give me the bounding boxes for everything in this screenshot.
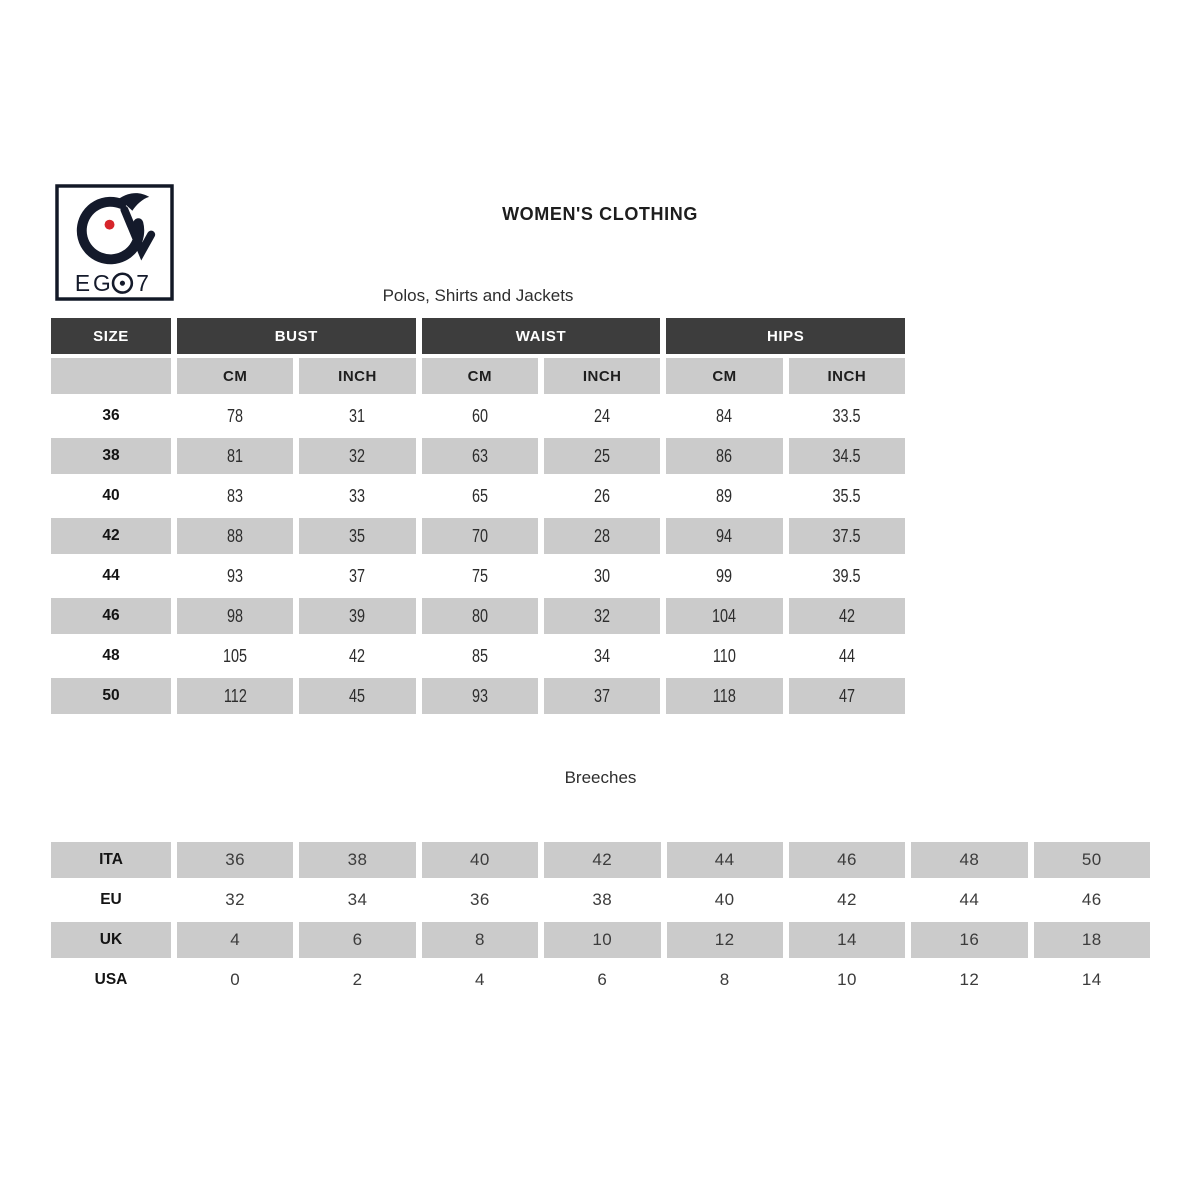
subheader-bust-inch: INCH: [299, 358, 415, 394]
cell-value: 94: [716, 525, 733, 546]
column-header-waist: WAIST: [422, 318, 661, 354]
cell-value: 105: [223, 645, 248, 666]
size-row-label: 42: [51, 518, 171, 554]
cell-value: 44: [838, 645, 855, 666]
table-cell: 6: [597, 970, 608, 989]
cell-value: 32: [594, 605, 611, 626]
table-cell: [666, 478, 782, 514]
table-cell: [789, 478, 905, 514]
cell-value: 28: [594, 525, 611, 546]
table-cell: [422, 438, 538, 474]
cell-value: 37.5: [832, 525, 861, 546]
page-title: WOMEN'S CLOTHING: [502, 204, 698, 224]
cell-value: 30: [594, 565, 611, 586]
table-cell: 14: [789, 922, 905, 958]
table-cell: [299, 678, 415, 714]
size-row-label: 44: [102, 567, 120, 584]
logo-text-left: EG: [74, 270, 114, 297]
logo-text-right: 7: [136, 270, 152, 297]
cell-value: 104: [712, 605, 737, 626]
cell-value: 84: [716, 405, 733, 426]
cell-value: 63: [471, 445, 488, 466]
table-cell: [422, 558, 538, 594]
table-cell: [544, 598, 660, 634]
cell-value: 33: [349, 485, 366, 506]
table-cell: 40: [422, 842, 538, 878]
table-cell: [789, 398, 905, 434]
cell-value: 24: [594, 405, 611, 426]
cell-value: 85: [471, 645, 488, 666]
table-cell: 10: [544, 922, 660, 958]
table-cell: [666, 398, 782, 434]
table-cell: [177, 438, 293, 474]
cell-value: 75: [471, 565, 488, 586]
subheader-hips-inch: INCH: [789, 358, 905, 394]
table-cell: [666, 638, 782, 674]
table-cell: [544, 438, 660, 474]
table-cell: [666, 438, 782, 474]
cell-value: 60: [471, 405, 488, 426]
cell-value: 98: [227, 605, 244, 626]
table-cell: [666, 678, 782, 714]
breeches-caption: Breeches: [564, 768, 637, 787]
table-cell: [789, 438, 905, 474]
size-row-label: 46: [51, 598, 171, 634]
table-cell: [299, 438, 415, 474]
cell-value: 80: [471, 605, 488, 626]
subheader-waist-cm: CM: [422, 358, 538, 394]
table-cell: 2: [352, 970, 363, 989]
table-cell: 4: [177, 922, 293, 958]
cell-value: 34.5: [832, 445, 861, 466]
corner-spacer: [51, 358, 171, 394]
table-cell: 38: [299, 842, 415, 878]
region-row-label: UK: [51, 922, 171, 958]
cell-value: 32: [349, 445, 366, 466]
table-cell: [299, 598, 415, 634]
table-cell: [422, 598, 538, 634]
table-cell: 38: [592, 890, 613, 909]
cell-value: 25: [594, 445, 611, 466]
cell-value: 33.5: [832, 405, 861, 426]
horse-head-logo-icon: [55, 184, 174, 301]
table-cell: 44: [959, 890, 980, 909]
table-cell: [299, 558, 415, 594]
size-row-label: 50: [51, 678, 171, 714]
logo-o-dot: [120, 281, 125, 286]
polos-size-table: [51, 318, 905, 714]
table-cell: [544, 678, 660, 714]
cell-value: 34: [594, 645, 611, 666]
size-row-label: 36: [102, 407, 120, 424]
cell-value: 78: [227, 405, 244, 426]
table-cell: 32: [225, 890, 246, 909]
table-cell: [177, 638, 293, 674]
cell-value: 93: [471, 685, 488, 706]
table-cell: [789, 678, 905, 714]
cell-value: 81: [227, 445, 244, 466]
cell-value: 86: [716, 445, 733, 466]
table-cell: 42: [837, 890, 858, 909]
table-cell: 12: [667, 922, 783, 958]
table-cell: [422, 638, 538, 674]
table-cell: 44: [667, 842, 783, 878]
table-cell: 6: [299, 922, 415, 958]
table-cell: [177, 518, 293, 554]
table-cell: 34: [347, 890, 368, 909]
table-cell: [666, 558, 782, 594]
table-cell: 14: [1081, 970, 1102, 989]
cell-value: 93: [227, 565, 244, 586]
cell-value: 31: [349, 405, 366, 426]
column-header-size: SIZE: [51, 318, 171, 354]
cell-value: 45: [349, 685, 366, 706]
table-cell: 8: [719, 970, 730, 989]
table-cell: 36: [469, 890, 490, 909]
table-cell: 18: [1034, 922, 1150, 958]
cell-value: 70: [471, 525, 488, 546]
table-cell: 4: [474, 970, 485, 989]
table-cell: 48: [911, 842, 1027, 878]
size-row-label: 40: [102, 487, 120, 504]
cell-value: 39.5: [832, 565, 861, 586]
cell-value: 88: [227, 525, 244, 546]
cell-value: 65: [471, 485, 488, 506]
table-cell: [299, 398, 415, 434]
table-cell: [789, 558, 905, 594]
cell-value: 112: [223, 685, 247, 706]
cell-value: 83: [227, 485, 244, 506]
table-cell: [177, 398, 293, 434]
table-cell: [299, 478, 415, 514]
table-cell: [544, 398, 660, 434]
table-cell: [789, 598, 905, 634]
polos-caption: Polos, Shirts and Jackets: [382, 286, 574, 305]
cell-value: 37: [594, 685, 611, 706]
column-header-hips: HIPS: [666, 318, 905, 354]
table-cell: [789, 518, 905, 554]
table-cell: [666, 598, 782, 634]
table-cell: 36: [177, 842, 293, 878]
table-cell: 42: [544, 842, 660, 878]
table-cell: [177, 478, 293, 514]
subheader-waist-inch: INCH: [544, 358, 660, 394]
table-cell: [299, 518, 415, 554]
cell-value: 47: [838, 685, 855, 706]
table-cell: 16: [911, 922, 1027, 958]
table-cell: 0: [230, 970, 241, 989]
subheader-bust-cm: CM: [177, 358, 293, 394]
table-cell: 50: [1034, 842, 1150, 878]
table-cell: [422, 398, 538, 434]
table-cell: [789, 638, 905, 674]
table-cell: 46: [1081, 890, 1102, 909]
size-row-label: 48: [102, 647, 120, 664]
table-cell: [544, 638, 660, 674]
table-cell: [299, 638, 415, 674]
table-cell: [544, 518, 660, 554]
breeches-size-table: [51, 842, 1150, 998]
table-cell: 10: [837, 970, 858, 989]
table-cell: [666, 518, 782, 554]
cell-value: 118: [713, 685, 736, 706]
cell-value: 42: [349, 645, 366, 666]
brand-logo: [55, 184, 174, 301]
cell-value: 37: [349, 565, 366, 586]
table-cell: 46: [789, 842, 905, 878]
size-row-label: 38: [51, 438, 171, 474]
subheader-hips-cm: CM: [666, 358, 782, 394]
table-cell: [177, 598, 293, 634]
region-row-label: ITA: [51, 842, 171, 878]
region-row-label: USA: [94, 971, 128, 988]
table-cell: [422, 518, 538, 554]
table-cell: 40: [714, 890, 735, 909]
cell-value: 110: [713, 645, 736, 666]
table-cell: [422, 478, 538, 514]
region-row-label: EU: [100, 891, 122, 908]
table-cell: [177, 558, 293, 594]
column-header-bust: BUST: [177, 318, 416, 354]
cell-value: 35.5: [832, 485, 861, 506]
table-cell: 12: [959, 970, 980, 989]
table-cell: [544, 558, 660, 594]
table-cell: [544, 478, 660, 514]
cell-value: 35: [349, 525, 366, 546]
cell-value: 42: [838, 605, 855, 626]
table-cell: 8: [422, 922, 538, 958]
cell-value: 26: [594, 485, 611, 506]
cell-value: 89: [716, 485, 733, 506]
cell-value: 39: [349, 605, 366, 626]
table-cell: [177, 678, 293, 714]
cell-value: 99: [716, 565, 733, 586]
table-cell: [422, 678, 538, 714]
